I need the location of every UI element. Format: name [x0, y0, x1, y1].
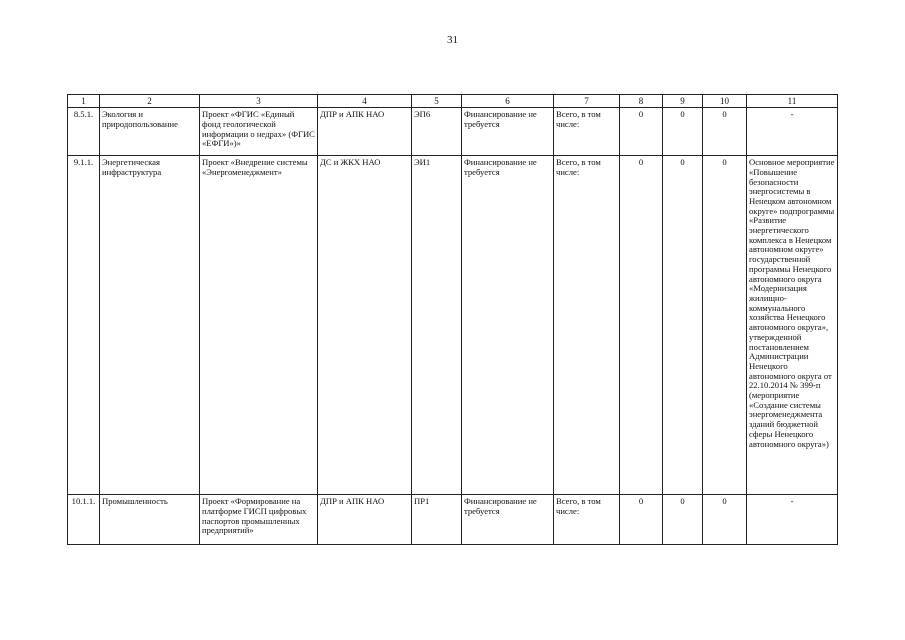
responsible-cell: ДПР и АПК НАО	[318, 108, 412, 156]
column-header: 2	[100, 95, 200, 108]
code-cell: ПР1	[412, 495, 462, 545]
column-header: 1	[68, 95, 100, 108]
code-cell: ЭП6	[412, 108, 462, 156]
column-header: 5	[412, 95, 462, 108]
financing-cell: Финансирование не требуется	[462, 495, 554, 545]
total-cell: Всего, в том числе:	[554, 156, 620, 495]
page-number: 31	[447, 34, 458, 46]
value-cell: 0	[620, 495, 663, 545]
area-cell: Промышленность	[100, 495, 200, 545]
project-cell: Проект «Внедрение системы «Энергоменеджмент»	[200, 156, 318, 495]
column-header: 3	[200, 95, 318, 108]
project-cell: Проект «ФГИС «Единый фонд геологической информации о недрах» (ФГИС «ЕФГИ»)»	[200, 108, 318, 156]
responsible-cell: ДС и ЖКХ НАО	[318, 156, 412, 495]
area-cell: Экология и природопользование	[100, 108, 200, 156]
value-cell: 0	[620, 108, 663, 156]
row-number: 10.1.1.	[68, 495, 100, 545]
column-header: 8	[620, 95, 663, 108]
table-row	[68, 108, 838, 156]
area-cell: Энергетическая инфраструктура	[100, 156, 200, 495]
note-cell: -	[747, 108, 838, 156]
financing-cell: Финансирование не требуется	[462, 156, 554, 495]
row-number: 8.5.1.	[68, 108, 100, 156]
table-row	[68, 495, 838, 545]
column-header: 6	[462, 95, 554, 108]
value-cell: 0	[663, 108, 703, 156]
project-cell: Проект «Формирование на платформе ГИСП цифровых паспортов промышленных предприятий»	[200, 495, 318, 545]
total-cell: Всего, в том числе:	[554, 108, 620, 156]
total-cell: Всего, в том числе:	[554, 495, 620, 545]
value-cell: 0	[703, 495, 747, 545]
note-cell: Основное мероприятие «Повышение безопасности энергосистемы в Ненецком автономном округе» подпрограммы «Развитие энергетического комплекса в Ненецком автономном округе» государственной программы Ненецкого автономного округа «Модернизация жилищно-коммунального хозяйства Ненецкого автономного округа», утвержденной постановлением Администрации Ненецкого автономного округа от 22.10.2014 № 399-п (мероприятие «Создание системы энергоменеджмента зданий бюджетной сферы Ненецкого автономного округа»)	[747, 156, 838, 495]
note-cell: -	[747, 495, 838, 545]
value-cell: 0	[703, 156, 747, 495]
value-cell: 0	[663, 495, 703, 545]
column-header: 4	[318, 95, 412, 108]
column-header: 7	[554, 95, 620, 108]
column-number-row	[68, 95, 838, 108]
column-header: 9	[663, 95, 703, 108]
column-header: 11	[747, 95, 838, 108]
column-header: 10	[703, 95, 747, 108]
row-number: 9.1.1.	[68, 156, 100, 495]
financing-cell: Финансирование не требуется	[462, 108, 554, 156]
table-row	[68, 156, 838, 495]
value-cell: 0	[663, 156, 703, 495]
value-cell: 0	[620, 156, 663, 495]
code-cell: ЭИ1	[412, 156, 462, 495]
value-cell: 0	[703, 108, 747, 156]
responsible-cell: ДПР и АПК НАО	[318, 495, 412, 545]
projects-table	[67, 94, 838, 545]
